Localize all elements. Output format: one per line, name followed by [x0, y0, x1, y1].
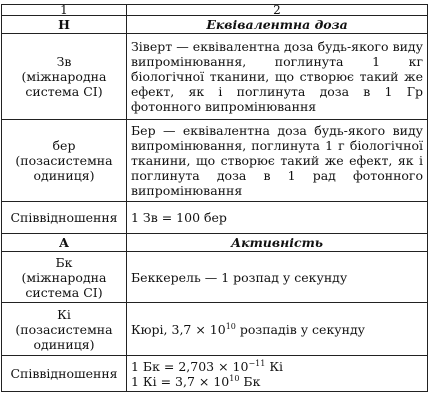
ratio-line [131, 374, 423, 389]
ratio-label: Співвідношення [2, 202, 127, 234]
unit-cell [2, 303, 127, 356]
unit-description [127, 303, 428, 356]
unit-row [2, 303, 428, 356]
unit-description: Бер — еквівалентна доза будь-якого виду випромінювання, поглинута 1 г біологічної тканини, що створює такий же ефект, як і поглинута доза в 1 рад фотонного випромінювання [127, 120, 428, 202]
ratio-text: 1 Кі = 3,7 × 10 [131, 373, 230, 389]
unit-system-line: (міжнародна [21, 269, 107, 285]
section-header-row [2, 234, 428, 252]
unit-system-line: одиниця) [33, 336, 95, 352]
unit-cell [2, 120, 127, 202]
exponent: 10 [229, 373, 240, 383]
ratio-text: 1 Бк = 2,703 × 10 [131, 358, 249, 374]
ratio-value [127, 356, 428, 392]
exponent: −11 [248, 358, 266, 368]
unit-symbol: Зв [56, 54, 72, 69]
unit-symbol: Бк [55, 254, 73, 270]
column-number-2: 2 [127, 5, 428, 16]
column-number-1: 1 [2, 5, 127, 16]
unit-system-line: (позасистемна [15, 321, 113, 337]
description-text: Кюрі, 3,7 × 10 [131, 321, 226, 337]
ratio-label: Співвідношення [2, 356, 127, 392]
unit-cell [2, 252, 127, 303]
unit-system-line: (позасистемна [15, 153, 113, 168]
section-symbol: A [2, 234, 127, 252]
unit-description: Зіверт — еквівалентна доза будь-якого виду випромінювання, поглинута 1 кг біологічної тканини, що створює такий же ефект, як і поглинута доза в 1 Гр фотонного випромінювання [127, 34, 428, 120]
section-title: Еквівалентна доза [127, 16, 428, 34]
ratio-text: Кі [265, 358, 284, 374]
unit-cell [2, 34, 127, 120]
ratio-text: Бк [239, 373, 261, 389]
ratio-value: 1 Зв = 100 бер [127, 202, 428, 234]
unit-symbol: Кі [57, 306, 71, 322]
exponent: 10 [225, 321, 236, 331]
unit-symbol: бер [52, 138, 76, 153]
unit-system-line: одиниця) [33, 168, 95, 183]
ratio-row [2, 356, 428, 392]
ratio-line [131, 359, 423, 374]
section-title: Активність [127, 234, 428, 252]
unit-row [2, 120, 428, 202]
unit-row [2, 252, 428, 303]
section-header-row [2, 16, 428, 34]
unit-system-line: система СІ) [25, 84, 103, 99]
column-number-row [2, 5, 428, 16]
section-symbol: Н [2, 16, 127, 34]
ratio-row [2, 202, 428, 234]
unit-system-line: система СІ) [25, 284, 103, 300]
unit-description: Беккерель — 1 розпад у секунду [127, 252, 428, 303]
units-table [1, 4, 428, 392]
description-text: розпадів у секунду [235, 321, 365, 337]
unit-row [2, 34, 428, 120]
unit-system-line: (міжнародна [21, 69, 107, 84]
